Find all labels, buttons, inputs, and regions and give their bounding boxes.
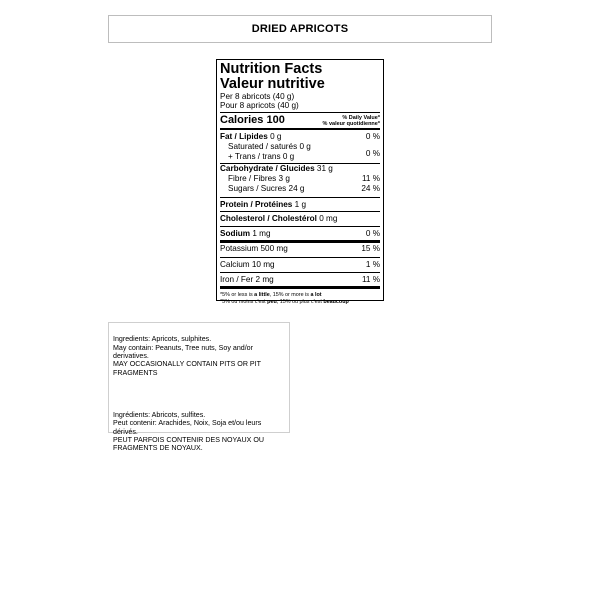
cholesterol-row: [220, 211, 380, 224]
calcium-dv: 1 %: [365, 259, 380, 269]
product-title: DRIED APRICOTS: [251, 23, 349, 35]
saturated-trans-dv: 0 %: [365, 149, 380, 159]
ingredients-box: [108, 322, 290, 453]
dv-header-fr: % valeur quotidienne*: [322, 121, 380, 128]
carbohydrate-row: [220, 163, 380, 174]
sugars-label: Sugars / Sucres 24 g: [228, 183, 305, 193]
calcium-label: Calcium 10 mg: [220, 259, 275, 269]
cholesterol-amount: 0 mg: [319, 214, 338, 224]
sodium-amount: 1 mg: [252, 229, 271, 239]
potassium-row: [220, 243, 380, 257]
carbohydrate-label: Carbohydrate / Glucides: [220, 163, 315, 173]
cholesterol-label: Cholesterol / Cholestérol: [220, 214, 317, 224]
protein-amount: 1 g: [294, 199, 307, 209]
calories-label: Calories 100: [220, 114, 285, 127]
potassium-dv: 15 %: [361, 244, 380, 254]
fat-amount: 0 g: [270, 132, 282, 142]
fibre-dv: 11 %: [361, 173, 380, 183]
fat-label: Fat / Lipides: [220, 132, 268, 142]
ingredients-en: Ingredients: Apricots, sulphites. May contain: Peanuts, Tree nuts, Soy and/or derivatives. MAY OCCASIONALLY CONTAIN PITS OR PIT FRAGMENTS: [113, 335, 261, 377]
serving-size-fr: Pour 8 apricots (40 g): [220, 101, 299, 111]
sodium-dv: 0 %: [365, 229, 380, 239]
calories-row: [220, 112, 380, 130]
iron-row: [220, 272, 380, 289]
iron-label: Iron / Fer 2 mg: [220, 274, 274, 284]
fat-dv: 0 %: [365, 132, 380, 142]
nutrition-facts-panel: [216, 59, 384, 305]
saturated-trans-group: [220, 142, 380, 162]
sodium-row: [220, 226, 380, 243]
fat-row: [220, 130, 380, 142]
sugars-dv: 24 %: [361, 183, 380, 193]
serving-size-en: Per 8 abricots (40 g): [220, 91, 295, 101]
footnote: [220, 289, 380, 306]
protein-label: Protein / Protéines: [220, 199, 293, 209]
trans-label: + Trans / trans 0 g: [228, 152, 295, 162]
nutrition-heading-en: Nutrition Facts: [220, 61, 323, 77]
potassium-label: Potassium 500 mg: [220, 244, 288, 254]
sodium-label: Sodium: [220, 229, 251, 239]
fibre-row: [220, 174, 380, 184]
dv-header-en: % Daily Value*: [342, 114, 380, 121]
calcium-row: [220, 257, 380, 272]
fibre-label: Fibre / Fibres 3 g: [228, 173, 290, 183]
sugars-row: [220, 184, 380, 194]
daily-value-header: [323, 115, 380, 128]
carbohydrate-amount: 31 g: [316, 163, 333, 173]
protein-row: [220, 197, 380, 210]
iron-dv: 11 %: [361, 274, 380, 284]
product-title-box: [108, 15, 492, 43]
nutrition-heading-fr: Valeur nutritive: [220, 75, 325, 92]
ingredients-fr: Ingrédients: Abricots, sulfites. Peut contenir: Arachides, Noix, Soja et/ou leurs dérivés. PEUT PARFOIS CONTENIR DES NOYAUX OU FRAGMENTS DE NOYAUX.: [113, 410, 264, 453]
footnote-en: *5% or less is a little, 15% or more is a lot: [220, 291, 322, 298]
footnote-fr: *5% ou moins c'est peu, 15% ou plus c'est beaucoup: [220, 298, 349, 305]
saturated-label: Saturated / saturés 0 g: [228, 142, 311, 152]
